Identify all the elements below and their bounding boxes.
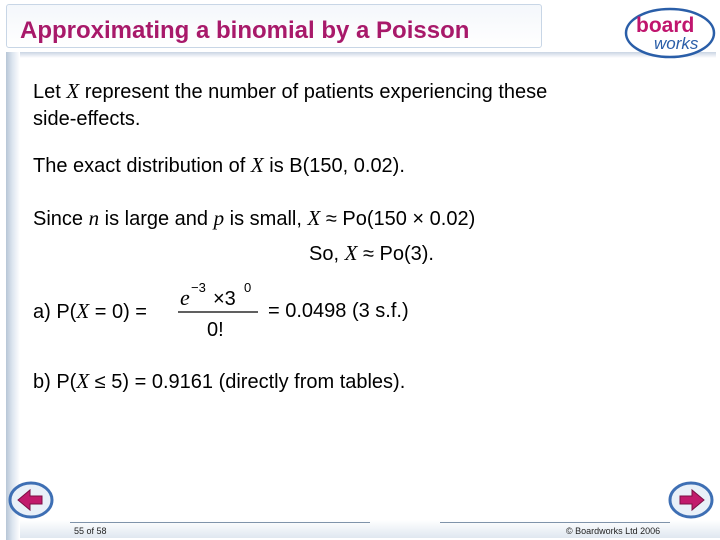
copyright-text: © Boardworks Ltd 2006 bbox=[566, 526, 661, 536]
next-slide-button[interactable] bbox=[668, 480, 714, 520]
left-arrow-icon bbox=[10, 483, 52, 517]
part-a-result bbox=[268, 298, 409, 324]
part-a-variable-x: X bbox=[76, 299, 90, 323]
p3-variable-x: X bbox=[307, 206, 321, 230]
footer-rule-right bbox=[440, 522, 670, 523]
previous-slide-button[interactable] bbox=[8, 480, 54, 520]
fraction-denominator: 0! bbox=[207, 319, 224, 341]
slide-frame-left bbox=[6, 52, 20, 540]
fraction-exponent-1: −3 bbox=[191, 280, 206, 295]
p2-text-a: The exact distribution of bbox=[33, 155, 251, 177]
page-number: 55 of 58 bbox=[74, 526, 107, 536]
p1-line2: side-effects. bbox=[33, 108, 141, 130]
logo-works-text: works bbox=[654, 34, 699, 53]
p3-variable-p: p bbox=[213, 206, 225, 230]
p4-text-a: So, bbox=[309, 243, 345, 265]
p2-text-b: is B(150, 0.02). bbox=[263, 155, 405, 177]
part-a-expression bbox=[33, 298, 147, 325]
slide-frame-top bbox=[6, 52, 716, 58]
p3-text-b: is large and bbox=[99, 208, 214, 230]
part-a-result-text: = 0.0498 (3 s.f.) bbox=[268, 300, 409, 322]
poisson-fraction bbox=[176, 279, 260, 341]
paragraph-exact-distribution bbox=[33, 152, 405, 179]
part-b-suffix: ≤ 5) = 0.9161 (directly from tables). bbox=[89, 371, 406, 393]
p3-text-d: ≈ Po(150 × 0.02) bbox=[320, 208, 476, 230]
p3-variable-n: n bbox=[88, 206, 100, 230]
p3-text-c: is small, bbox=[224, 208, 308, 230]
title-bar bbox=[6, 4, 542, 48]
part-b-prefix: b) P( bbox=[33, 371, 77, 393]
part-a-prefix: a) P( bbox=[33, 301, 77, 323]
fraction-base-e: e bbox=[180, 285, 190, 310]
p3-text-a: Since bbox=[33, 208, 89, 230]
p2-variable-x: X bbox=[250, 153, 264, 177]
logo-board-text: board bbox=[636, 14, 695, 37]
paragraph-so bbox=[309, 240, 434, 267]
p1-text-a: Let bbox=[33, 81, 67, 103]
boardworks-logo bbox=[624, 4, 720, 62]
paragraph-let-x bbox=[33, 78, 547, 105]
p4-variable-x: X bbox=[344, 241, 358, 265]
paragraph-since bbox=[33, 205, 475, 232]
part-a-suffix: = 0) = bbox=[89, 301, 147, 323]
p4-text-b: ≈ Po(3). bbox=[357, 243, 434, 265]
part-b-variable-x: X bbox=[76, 369, 90, 393]
right-arrow-icon bbox=[670, 483, 712, 517]
footer-rule-left bbox=[70, 522, 370, 523]
slide-title: Approximating a binomial by a Poisson bbox=[20, 17, 470, 44]
paragraph-let-x-line2 bbox=[33, 106, 140, 132]
part-b-expression bbox=[33, 368, 405, 395]
p1-text-b: represent the number of patients experiencing these bbox=[79, 81, 548, 103]
fraction-times-three: ×3 bbox=[213, 288, 236, 310]
fraction-exponent-2: 0 bbox=[244, 280, 252, 295]
p1-variable-x: X bbox=[66, 79, 80, 103]
